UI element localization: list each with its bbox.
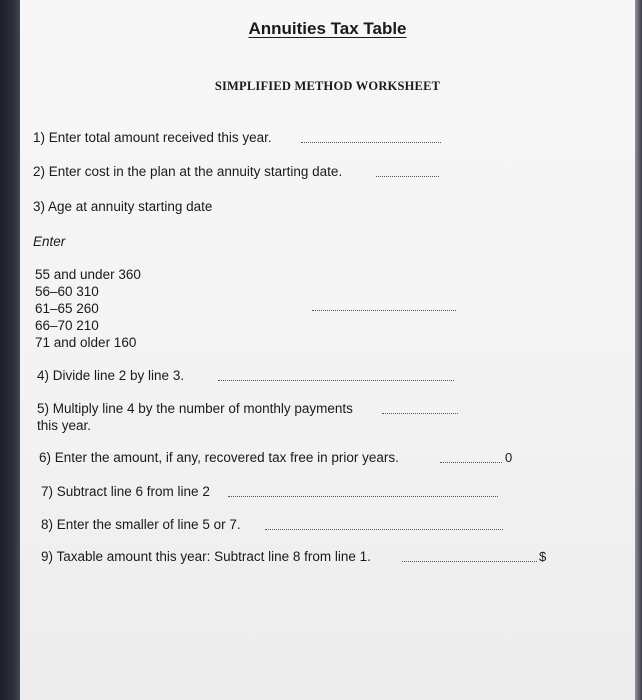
line-7-label: 7) Subtract line 6 from line 2 [41, 484, 210, 499]
line-6-value: 0 [505, 450, 513, 465]
line-2-fill [376, 176, 439, 177]
line-5-label-cont: this year. [37, 418, 92, 433]
age-table-row: 66–70 210 [35, 318, 99, 333]
enter-label: Enter [33, 234, 66, 249]
line-1-label: 1) Enter total amount received this year. [33, 130, 272, 145]
line-7-fill [228, 496, 498, 497]
line-3-label: 3) Age at annuity starting date [33, 199, 213, 214]
line-4-fill [218, 380, 454, 381]
worksheet-paper [20, 0, 635, 700]
line-4-label: 4) Divide line 2 by line 3. [37, 368, 185, 383]
line-5-label: 5) Multiply line 4 by the number of monthly payments [37, 401, 353, 416]
age-table-row: 61–65 260 [35, 301, 99, 316]
age-table-row: 56–60 310 [35, 284, 99, 299]
line-5-fill [382, 413, 458, 414]
line-6-fill [440, 462, 502, 463]
line-3-fill [312, 310, 456, 311]
worksheet-subtitle: SIMPLIFIED METHOD WORKSHEET [214, 79, 441, 93]
line-8-label: 8) Enter the smaller of line 5 or 7. [41, 517, 241, 532]
line-2-label: 2) Enter cost in the plan at the annuity starting date. [33, 164, 343, 179]
line-9-fill [402, 561, 537, 562]
background-edge-right [634, 0, 642, 700]
age-table-row: 55 and under 360 [35, 267, 141, 282]
line-9-label: 9) Taxable amount this year: Subtract line 8 from line 1. [41, 549, 371, 564]
line-9-value: $ [539, 549, 547, 564]
age-table [35, 266, 141, 351]
page-title: Annuities Tax Table [248, 19, 407, 38]
background-edge-left [0, 0, 22, 700]
line-1-fill [301, 142, 441, 143]
line-6-label: 6) Enter the amount, if any, recovered tax free in prior years. [39, 450, 399, 465]
line-8-fill [265, 529, 503, 530]
age-table-row: 71 and older 160 [35, 335, 137, 350]
